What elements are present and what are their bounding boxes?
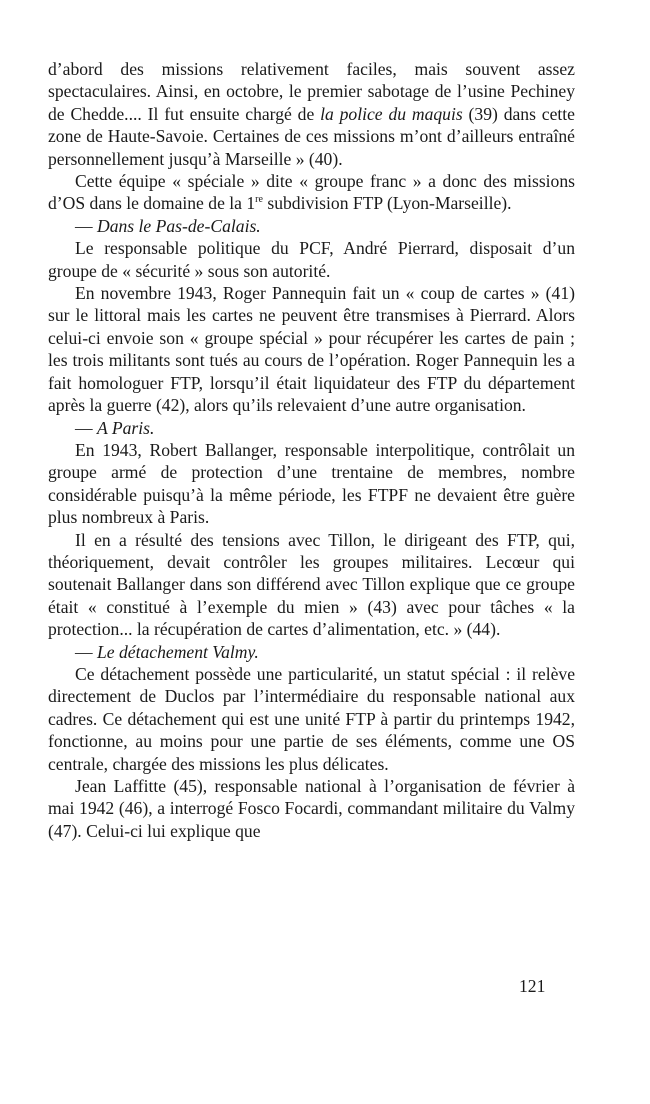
paragraph-7: Ce détachement possède une particularité, un statut spécial : il relève directement de Duclos par l’intermédiaire du responsable national aux cadres. Ce détachement qui est une unité FTP à partir du printemps 1942, fonctionne, au moins pour une partie de ses éléments, comme une OS centrale, chargée des missions les plus délicates. [48, 663, 575, 774]
section-heading-pas-de-calais: — Dans le Pas-de-Calais. [75, 215, 261, 236]
italic-term: la police du maquis [320, 103, 463, 124]
paragraph-5: En 1943, Robert Ballanger, responsable interpolitique, contrôlait un groupe armé de protection d’une trentaine de membres, nombre considérable puisqu’à la même période, les FTPF ne devaient être guère plus nombreux à Paris. [48, 439, 575, 528]
page-number: 121 [519, 976, 546, 996]
paragraph-1: d’abord des missions relativement faciles, mais souvent assez spectaculaires. Ainsi, en octobre, le premier sabotage de l’usine Pechiney de Chedde.... Il fut ensuite chargé de la police du maquis (39) dans cette zone de Haute-Savoie. Certaines de ces missions m’ont d’ailleurs entraîné personnellement jusqu’à Marseille » (40). [48, 59, 575, 169]
paragraph-6: Il en a résulté des tensions avec Tillon, le dirigeant des FTP, qui, théoriquement, devait contrôler les groupes militaires. Lecœur qui soutenait Ballanger dans son différend avec Tillon explique que ce groupe était « constitué à l’exemple du mien » (43) avec pour tâches « la protection... la récupération de cartes d’alimentation, etc. » (44). [48, 529, 575, 640]
section-heading-valmy: — Le détachement Valmy. [75, 641, 259, 662]
page-body [48, 58, 575, 842]
superscript: re [255, 194, 263, 206]
paragraph-4: En novembre 1943, Roger Pannequin fait un « coup de cartes » (41) sur le littoral mais les cartes ne peuvent être transmises à Pierrard. Alors celui-ci envoie son « groupe spécial » pour récupérer les cartes de pain ; les trois militants sont tués au cours de l’opération. Roger Pannequin les a fait homologuer FTP, lorsqu’il était liquidateur des FTP du département après la guerre (42), alors qu’ils relevaient d’une autre organisation. [48, 283, 575, 416]
paragraph-8: Jean Laffitte (45), responsable national à l’organisation de février à mai 1942 (46), a interrogé Fosco Focardi, commandant militaire du Valmy (47). Celui-ci lui explique que [48, 776, 575, 841]
paragraph-2: Cette équipe « spéciale » dite « groupe franc » a donc des missions d’OS dans le domaine de la 1re subdivision FTP (Lyon-Marseille). [48, 171, 575, 214]
paragraph-3: Le responsable politique du PCF, André Pierrard, disposait d’un groupe de « sécurité » sous son autorité. [48, 238, 575, 281]
section-heading-paris: — A Paris. [75, 417, 155, 438]
